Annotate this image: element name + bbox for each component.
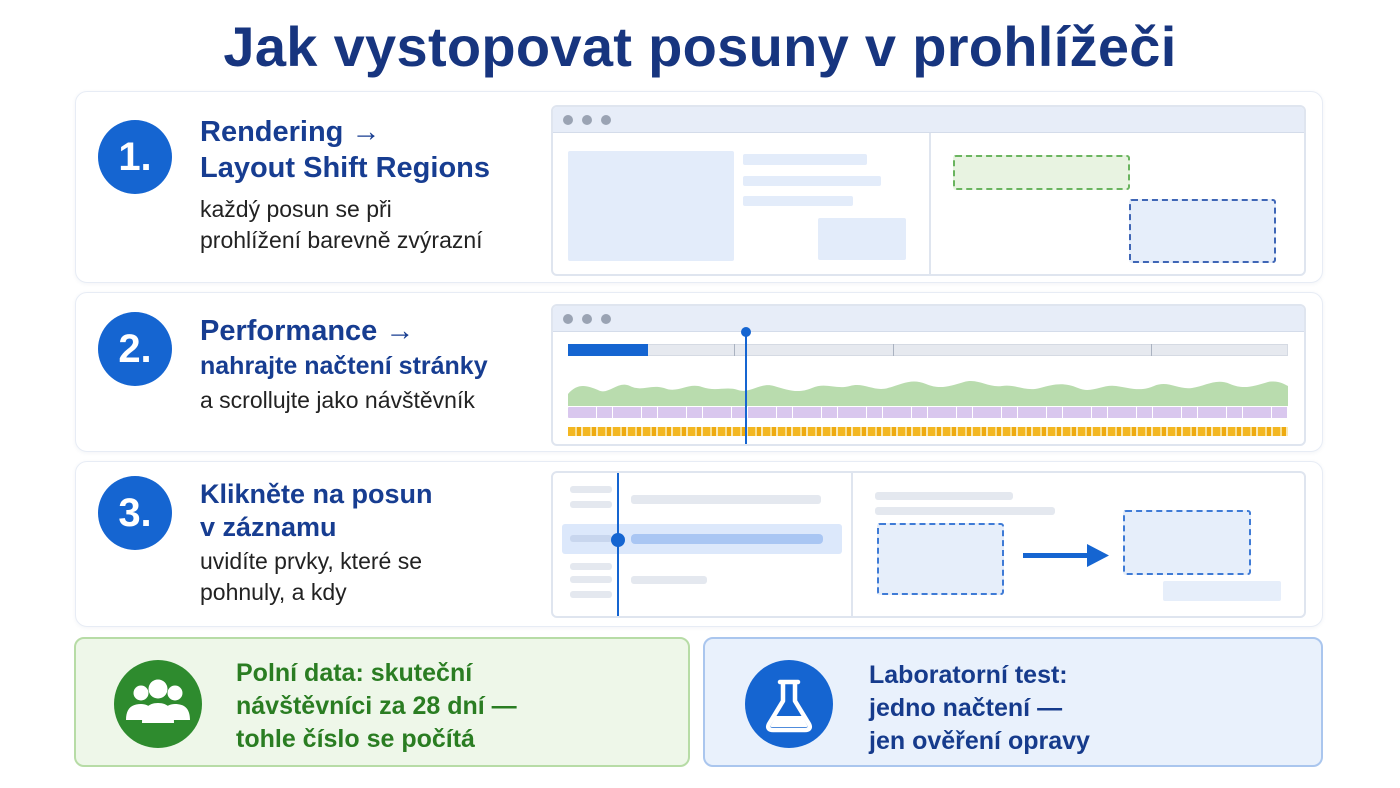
field-data-text	[236, 657, 517, 756]
timeline-ruler	[568, 344, 1288, 356]
placeholder-line	[631, 576, 707, 584]
placeholder-line	[570, 576, 612, 583]
placeholder-line	[570, 563, 612, 570]
window-dot-icon	[601, 115, 611, 125]
placeholder-line	[570, 501, 612, 508]
step-heading-3b: v záznamu	[200, 512, 337, 542]
field-data-line-2: návštěvníci za 28 dní —	[236, 692, 517, 720]
placeholder-line	[875, 492, 1013, 500]
field-data-line-1: Polní data: skuteční	[236, 659, 473, 687]
step-heading-1a: Rendering →	[200, 116, 381, 148]
field-data-box	[74, 637, 690, 767]
step-desc-3b: pohnuly, a kdy	[200, 579, 347, 605]
users-group-icon	[114, 660, 202, 748]
window-dot-icon	[582, 314, 592, 324]
layout-shift-track	[568, 427, 1288, 436]
ruler-tick	[893, 344, 894, 356]
step-heading-2b: nahrajte načtení stránky	[200, 352, 488, 380]
step-desc-1a: každý posun se při	[200, 196, 392, 222]
step-heading-2a: Performance →	[200, 315, 415, 347]
ruler-tick	[734, 344, 735, 356]
element-old-position	[877, 523, 1004, 595]
page-title: Jak vystopovat posuny v prohlížeči	[223, 15, 1177, 78]
pane-divider	[851, 473, 853, 618]
step-text-2	[200, 313, 488, 416]
step-desc-3a: uvidíte prvky, které se	[200, 548, 422, 574]
step-desc-2a: a scrollujte jako návštěvník	[200, 387, 475, 413]
flask-icon	[745, 660, 833, 748]
browser-titlebar	[553, 306, 1304, 332]
playhead-line[interactable]	[745, 332, 747, 446]
lab-test-line-1: Laboratorní test:	[869, 661, 1068, 689]
ruler-tick	[1151, 344, 1152, 356]
placeholder-image	[568, 151, 734, 261]
step-text-1	[200, 114, 490, 256]
shift-region-blue	[1129, 199, 1276, 263]
devtools-record-mockup	[551, 471, 1306, 618]
step-heading-1b: Layout Shift Regions	[200, 152, 490, 184]
placeholder-block	[818, 218, 906, 260]
step-card-3	[75, 461, 1323, 627]
activity-graph	[568, 372, 1288, 406]
step-text-3	[200, 478, 433, 608]
placeholder-line	[743, 196, 853, 206]
playhead-handle[interactable]	[741, 327, 751, 337]
recording-progress	[568, 344, 648, 356]
performance-panel-mockup	[551, 304, 1306, 446]
step-number-2: 2.	[98, 312, 172, 386]
lab-test-box	[703, 637, 1323, 767]
lab-test-line-3: jen ověření opravy	[869, 727, 1090, 755]
placeholder-line	[570, 486, 612, 493]
shift-region-green	[953, 155, 1130, 190]
window-dot-icon	[563, 115, 573, 125]
window-dot-icon	[563, 314, 573, 324]
pane-divider	[929, 133, 931, 276]
placeholder-block	[1163, 581, 1281, 601]
main-thread-track	[568, 407, 1288, 418]
window-dot-icon	[582, 115, 592, 125]
step-desc-1b: prohlížení barevně zvýrazní	[200, 227, 483, 253]
placeholder-line	[875, 507, 1055, 515]
window-dot-icon	[601, 314, 611, 324]
placeholder-line	[570, 591, 612, 598]
field-data-line-3: tohle číslo se počítá	[236, 725, 475, 753]
step-card-1	[75, 91, 1323, 283]
placeholder-line	[570, 535, 612, 542]
arrow-right-icon	[1023, 543, 1109, 569]
step-number-1: 1.	[98, 120, 172, 194]
step-heading-3a: Klikněte na posun	[200, 479, 433, 509]
lab-test-line-2: jedno načtení —	[869, 694, 1063, 722]
element-new-position	[1123, 510, 1251, 575]
lab-test-text	[869, 659, 1090, 758]
step-card-2	[75, 292, 1323, 452]
step-number-3: 3.	[98, 476, 172, 550]
selected-shift-marker[interactable]	[611, 533, 625, 547]
placeholder-line	[631, 495, 821, 504]
browser-titlebar	[553, 107, 1304, 133]
browser-mockup-layout-shift	[551, 105, 1306, 276]
placeholder-line	[743, 154, 867, 165]
shift-bar	[631, 534, 823, 544]
placeholder-line	[743, 176, 881, 186]
